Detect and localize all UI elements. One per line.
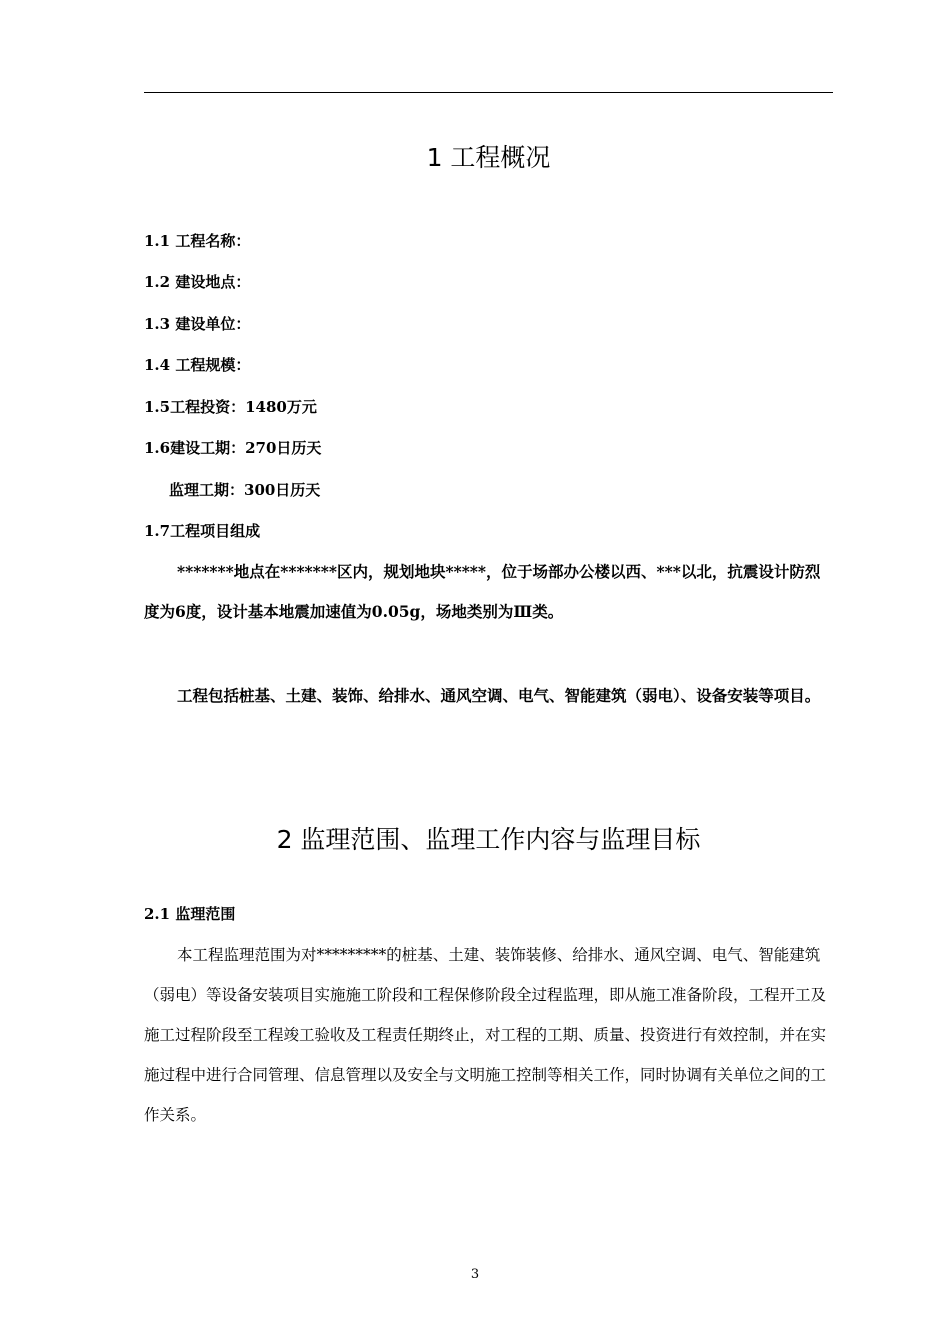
project-scope-paragraph: [144, 676, 835, 716]
item-1-6: 1.6建设工期：270日历天: [144, 439, 322, 457]
item-supervision-period: 监理工期：300日历天: [169, 481, 321, 499]
project-location-text: *******地点在*******区内，规划地块*****，位于场部办公楼以西、***以北，抗震设计防烈度为6度，设计基本地震加速值为0.05g，场地类别为Ⅲ类。: [144, 562, 821, 621]
supervision-scope-text: 本工程监理范围为对*********的桩基、土建、装饰装修、给排水、通风空调、电气、智能建筑（弱电）等设备安装项目实施施工阶段和工程保修阶段全过程监理，即从施工准备阶段，工程开工及施工过程阶段至工程竣工验收及工程责任期终止，对工程的工期、质量、投资进行有效控制，并在实施过程中进行合同管理、信息管理以及安全与文明施工控制等相关工作，同时协调有关单位之间的工作关系。: [144, 946, 827, 1124]
project-location-paragraph: [144, 552, 835, 632]
item-1-3: 1.3 建设单位：: [144, 315, 251, 333]
supervision-scope-paragraph: [144, 935, 835, 1135]
item-1-7: 1.7工程项目组成: [144, 522, 261, 540]
item-1-2: 1.2 建设地点：: [144, 273, 251, 291]
item-1-4: 1.4 工程规模：: [144, 356, 251, 374]
project-scope-text: 工程包括桩基、土建、装饰、给排水、通风空调、电气、智能建筑（弱电）、设备安装等项目。: [177, 686, 821, 705]
page-number: 3: [470, 1267, 480, 1282]
header-rule: [144, 92, 833, 93]
section-1-title: 1 工程概况: [426, 143, 551, 172]
item-2-1: 2.1 监理范围: [144, 905, 236, 923]
section-2-title: 2 监理范围、监理工作内容与监理目标: [276, 825, 701, 854]
item-1-5: 1.5工程投资：1480万元: [144, 398, 317, 416]
item-1-1: 1.1 工程名称：: [144, 232, 251, 250]
